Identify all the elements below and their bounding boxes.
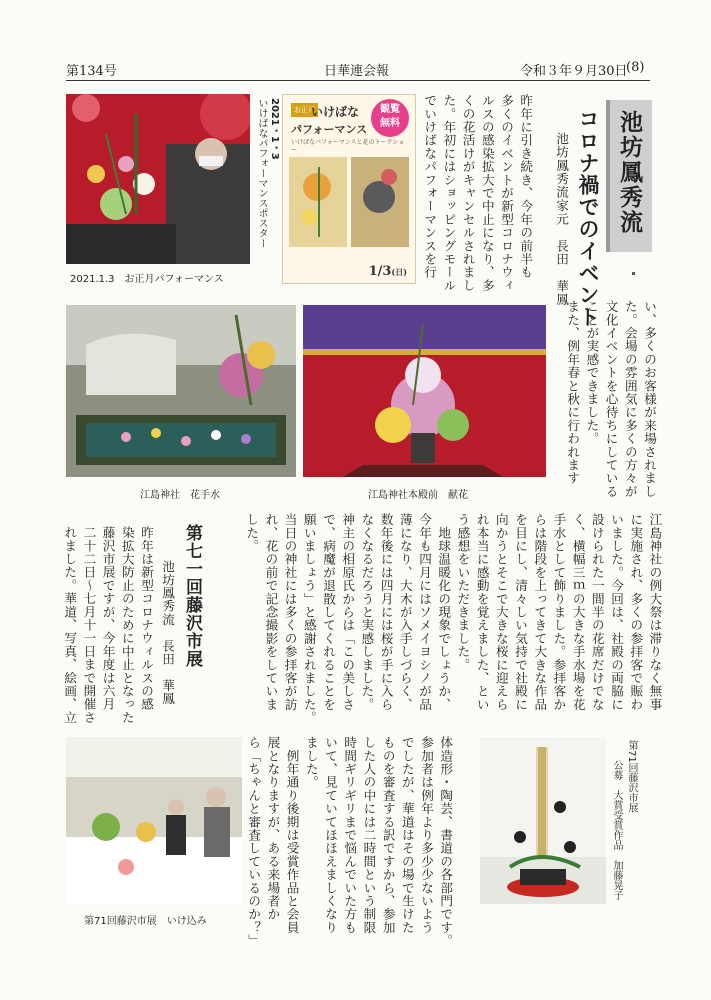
article1-body-top: 昨年に引き続き、今年の前半も 多くのイベントが新型コロナウィ ルスの感染拡大で中止になり、多 くの花活けがキャンセルされまし た。年初にはショッピングモール でいけばなパフォーマンスを行 (422, 94, 534, 292)
photo-new-year-performance (66, 94, 250, 264)
page-header (66, 58, 650, 81)
banner-dot (632, 272, 635, 275)
event-poster (282, 94, 416, 284)
poster-title-line1: いけばな (311, 105, 360, 119)
poster-date: 1/3 (368, 264, 392, 279)
photo-honden (303, 305, 546, 477)
article1-headline: コロナ禍でのイベント (576, 108, 600, 328)
performance-scene (66, 94, 250, 264)
article1-author: 池坊鳳秀流家元 長田 華鳳 (554, 132, 569, 307)
photo-award-work (480, 737, 606, 904)
newspaper-title: 日華連会報 (324, 64, 390, 79)
caption-poster-line2: いけばなパフォーマンスポスター (256, 98, 267, 248)
photo-temizu (66, 305, 296, 477)
temizu-scene (66, 305, 296, 477)
award-arrangement (480, 737, 606, 904)
caption-award-line2: 公募 大賞受賞作品 加藤晃子 (611, 760, 622, 900)
ikekomi-scene (66, 737, 242, 904)
caption-honden: 江島神社本殿前 献花 (368, 490, 468, 501)
poster-photos (289, 157, 409, 247)
poster-title-line2: パフォーマンス (291, 123, 368, 136)
article1-body-mid: い、多くのお客様が来場されまし た。会場の雰囲気に多くの方々が 文化イベントを心待ちにしている ことが実感できました。 また、例年春と秋に行われます (565, 300, 658, 498)
caption-award-line1: 第71回藤沢市展 (626, 740, 637, 813)
article2-headline: 第七一回藤沢市展 (182, 524, 202, 668)
article1-body-low: 江島神社の例大祭は滞りなく無事 に実施され、多くの参拝客で賑わ いました。今回は、社殿の両脇に 設けられた一間半の花席だけでな く、横幅三ｍの大きな手水場を花 手水として飾りました。参拝客か らは階段を上ってきて大きな作品 を目にし、清々しい気持で社殿に 向かうとそこで大きな桜に迎えら れ本当に感動を覚えました、とい う感想をいただきました。 地球温暖化の現象でしょうか、 今年も四月にはソメイヨシノが品 薄になり、大木が入手しづらく、 数年後には四月には桜が手に入ら なくなるだろうと実感しました。 神主の相原氏からは「この美しさ で、病魔が退散してくれることを 願いましょう」と感謝されました。 当日の神社には多くの参拝客が訪 れ、花の前で記念撮影をしていま した。 (244, 513, 663, 725)
article2-body-left: 昨年は新型コロナウィルスの感 染拡大防止のために中止となった 藤沢市展ですが、今年度は六月 二十二日〜七月十一日まで開催さ れました。華道、写真、絵画、立 (62, 526, 155, 724)
poster-day: (日) (391, 267, 407, 277)
article2-author: 池坊鳳秀流 長田 華鳳 (160, 560, 175, 706)
photo-ikekomi (66, 737, 242, 904)
school-name: 池坊鳳秀流 (616, 110, 642, 235)
badge-line2: 無料 (380, 118, 400, 129)
honden-scene (303, 305, 546, 477)
issue-date: 令和３年９月30日 (520, 64, 628, 79)
poster-tag: お正月 (291, 103, 318, 117)
poster-event-date (369, 264, 407, 279)
badge-line1: 観覧 (380, 104, 400, 115)
caption-new-year: 2021.1.3 お正月パフォーマンス (70, 274, 224, 285)
caption-poster-line1: 2021・1・3 (269, 98, 280, 160)
school-banner (606, 100, 652, 252)
issue-number: 第134号 (66, 64, 117, 79)
caption-ikekomi: 第71回藤沢市展 いけ込み (84, 916, 207, 927)
poster-subtitle: いけばなパフォーマンスと花のトークショー (291, 139, 405, 154)
page-number: (8) (626, 60, 645, 75)
caption-temizu: 江島神社 花手水 (140, 490, 220, 501)
poster-badge (371, 99, 409, 137)
article2-body-right: 体造形・陶芸、書道の各部門です。 参加者は例年より多少少ないよう でしたが、華道はその場で生けた ものを審査する訳ですから、参加 した人の中には二時間という制限 時間ギリギリまで悩んでいた方も いて、見ていてほほえましくなり ました。 例年通り後期は受賞作品と会員 展となりますが、ある来場者か ら「ちゃんと審査しているのか？」 (246, 736, 454, 948)
